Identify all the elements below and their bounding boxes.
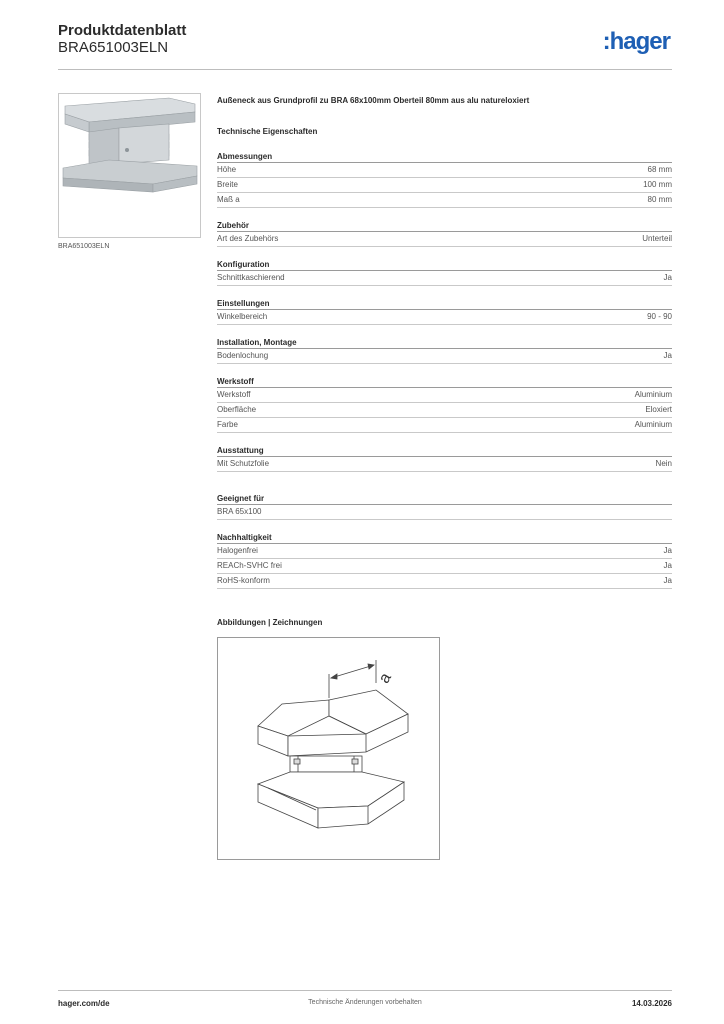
spec-value: 100 mm <box>643 180 672 189</box>
section-title: Ausstattung <box>217 446 672 457</box>
spec-value: Unterteil <box>642 234 672 243</box>
spec-label: Breite <box>217 180 238 189</box>
spec-row <box>217 505 672 520</box>
section-geeignet-fuer <box>217 494 672 520</box>
section-title: Konfiguration <box>217 260 672 271</box>
section-title: Einstellungen <box>217 299 672 310</box>
spec-label: BRA 65x100 <box>217 507 262 516</box>
spec-row <box>217 271 672 286</box>
section-nachhaltigkeit <box>217 533 672 589</box>
footer-website: hager.com/de <box>58 999 110 1008</box>
product-photo <box>58 93 201 238</box>
spec-label: Maß a <box>217 195 240 204</box>
spec-row <box>217 349 672 364</box>
spec-value: Aluminium <box>634 420 672 429</box>
spec-value: Aluminium <box>634 390 672 399</box>
spec-row <box>217 193 672 208</box>
spec-label: Höhe <box>217 165 237 174</box>
section-installation <box>217 338 672 364</box>
spec-row <box>217 544 672 559</box>
section-title: Installation, Montage <box>217 338 672 349</box>
spec-label: RoHS-konform <box>217 576 270 585</box>
technical-properties-heading: Technische Eigenschaften <box>217 127 318 136</box>
spec-value: 68 mm <box>647 165 672 174</box>
section-zubehoer <box>217 221 672 247</box>
spec-row <box>217 388 672 403</box>
spec-label: Halogenfrei <box>217 546 258 555</box>
document-title: Produktdatenblatt <box>58 22 187 39</box>
spec-label: Schnittkaschierend <box>217 273 285 282</box>
spec-value: Ja <box>663 546 672 555</box>
spec-value: Eloxiert <box>645 405 672 414</box>
footer-date: 14.03.2026 <box>631 999 672 1008</box>
spec-label: Winkelbereich <box>217 312 268 321</box>
dimension-a-label: a <box>375 670 395 687</box>
spec-label: REACh-SVHC frei <box>217 561 282 570</box>
article-number: BRA651003ELN <box>58 39 169 56</box>
spec-label: Oberfläche <box>217 405 257 414</box>
spec-label: Art des Zubehörs <box>217 234 279 243</box>
technical-drawing <box>217 637 440 860</box>
section-abmessungen <box>217 152 672 208</box>
section-title: Werkstoff <box>217 377 672 388</box>
product-specs <box>217 96 672 589</box>
section-title: Abmessungen <box>217 152 672 163</box>
drawings-heading: Abbildungen | Zeichnungen <box>217 618 323 627</box>
spec-row <box>217 574 672 589</box>
spec-row <box>217 178 672 193</box>
spec-label: Mit Schutzfolie <box>217 459 270 468</box>
spec-value: Nein <box>655 459 672 468</box>
spec-value: Ja <box>663 351 672 360</box>
page-footer <box>58 990 672 1010</box>
section-konfiguration <box>217 260 672 286</box>
spec-value: 80 mm <box>647 195 672 204</box>
product-description: Außeneck aus Grundprofil zu BRA 68x100mm Oberteil 80mm aus alu natureloxiert <box>217 96 530 105</box>
section-title: Nachhaltigkeit <box>217 533 672 544</box>
spec-row <box>217 418 672 433</box>
spec-value: 90 - 90 <box>647 312 672 321</box>
photo-caption: BRA651003ELN <box>58 243 110 250</box>
spec-label: Werkstoff <box>217 390 251 399</box>
spec-row <box>217 457 672 472</box>
section-ausstattung <box>217 446 672 472</box>
spec-label: Bodenlochung <box>217 351 269 360</box>
spec-row <box>217 310 672 325</box>
page-header <box>58 20 672 70</box>
spec-row <box>217 403 672 418</box>
section-title: Geeignet für <box>217 494 672 505</box>
spec-value: Ja <box>663 273 672 282</box>
section-einstellungen <box>217 299 672 325</box>
hager-logo: :hager <box>602 28 670 55</box>
spec-row <box>217 559 672 574</box>
spec-row <box>217 232 672 247</box>
spec-value: Ja <box>663 561 672 570</box>
section-werkstoff <box>217 377 672 433</box>
spec-row <box>217 163 672 178</box>
spec-label: Farbe <box>217 420 238 429</box>
spec-value: Ja <box>663 576 672 585</box>
section-title: Zubehör <box>217 221 672 232</box>
footer-notice: Technische Änderungen vorbehalten <box>308 999 422 1006</box>
